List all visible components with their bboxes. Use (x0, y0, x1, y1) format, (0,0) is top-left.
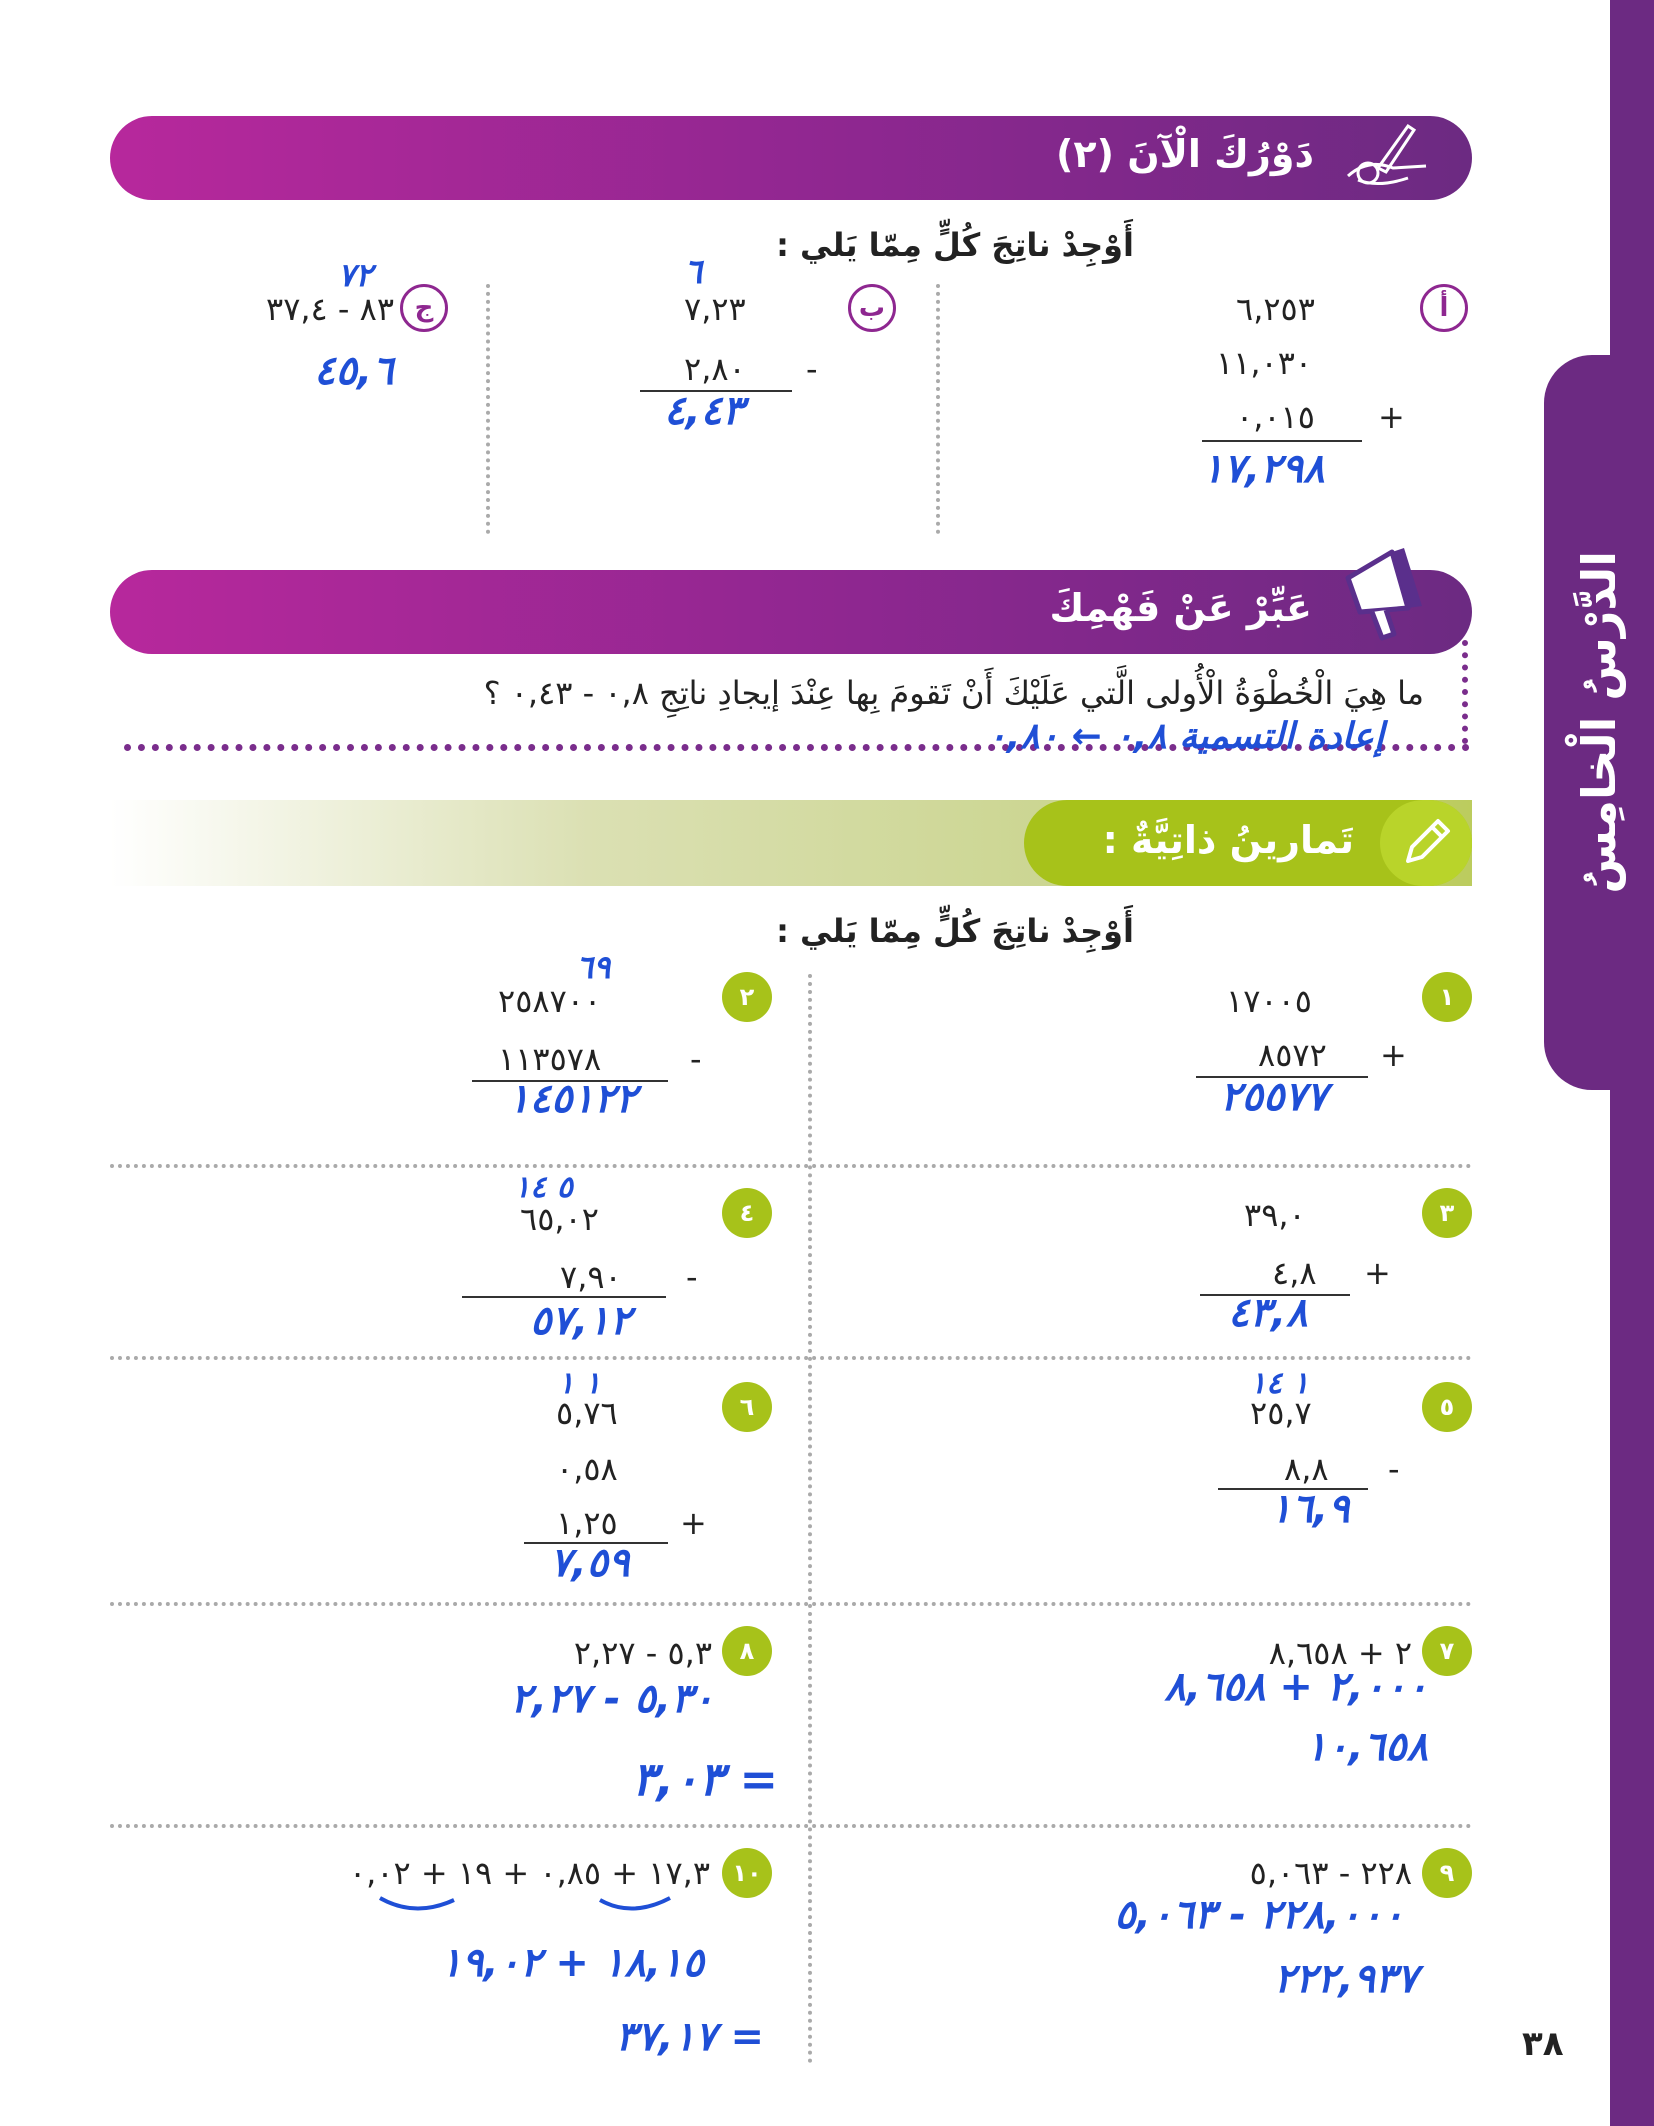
exercise-5-number-2: ٨,٨ (1284, 1450, 1329, 1488)
exercise-2-operator: - (690, 1040, 702, 1078)
exercise-7-work-1: ٢,٠٠٠ + ٨,٦٥٨ (1164, 1664, 1428, 1710)
exercise-2-carry: ٦٩ (576, 948, 611, 986)
row-divider (110, 1602, 1472, 1606)
exercise-10-grouping-marks (370, 1892, 710, 1926)
exercise-label-5: ٥ (1422, 1382, 1472, 1432)
exercise-label-7: ٧ (1422, 1626, 1472, 1676)
exercise-6-number-2: ٠,٥٨ (556, 1450, 618, 1488)
exercise-8-work-1: ٥,٣٠ - ٢,٢٧ (510, 1676, 714, 1722)
exercise-3-operator: + (1364, 1254, 1391, 1292)
writing-hand-icon (1338, 118, 1438, 202)
page-number: ٣٨ (1522, 2024, 1564, 2064)
problem-label-a: أ (1420, 284, 1468, 332)
exercise-4-carry: ٥ ١٤ (514, 1170, 573, 1205)
pencil-icon (1380, 800, 1472, 886)
megaphone-icon (1330, 538, 1440, 652)
exercise-10-expression: ١٧,٣ + ٠,٨٥ + ١٩ + ٠,٠٢ (348, 1854, 710, 1892)
row-divider (110, 1356, 1472, 1360)
exercise-3-answer: ٤٣,٨ (1228, 1290, 1308, 1336)
exercise-5-answer: ١٦,٩ (1270, 1486, 1350, 1532)
explain-title: عَبِّرْ عَنْ فَهْمِكَ (1049, 586, 1312, 630)
problem-c-carry: ٧٢ (338, 256, 373, 294)
exercise-10-work-1: ١٨,١٥ + ١٩,٠٢ (440, 1940, 704, 1986)
exercise-label-10: ١٠ (722, 1848, 772, 1898)
exercise-8-expression: ٥,٣ - ٢,٢٧ (573, 1634, 712, 1672)
exercise-6-answer: ٧,٥٩ (550, 1540, 630, 1586)
explain-answer: إعادة التسمية ٠,٨ ← ٠,٨٠ (987, 716, 1384, 757)
explain-question: ما هِيَ الْخُطْوَةُ الْأُولى الَّتي عَلَيْكَ أَنْ تَقومَ بِها عِنْدَ إيجادِ ناتِجِ ٠,٨ - ٠,٤٣ ؟ (483, 674, 1424, 712)
exercise-5-operator: - (1388, 1450, 1400, 1488)
exercises-instruction: أَوْجِدْ ناتِجَ كُلٍّ مِمّا يَلي : (776, 912, 1134, 950)
problem-b-answer: ٤,٤٣ (664, 388, 744, 434)
exercise-9-expression: ٢٢٨ - ٥,٠٦٣ (1249, 1854, 1412, 1892)
exercise-6-carry: ١ ١ (558, 1366, 601, 1401)
exercise-4-answer: ٥٧,١٢ (530, 1298, 632, 1344)
exercise-label-1: ١ (1422, 972, 1472, 1022)
your-turn-title: دَوْرُكَ الْآنَ (٢) (1056, 132, 1314, 176)
exercise-6-operator: + (680, 1504, 707, 1542)
exercise-7-expression: ٢ + ٨,٦٥٨ (1268, 1634, 1412, 1672)
problem-a-number-2: ١١,٠٣٠ (1216, 344, 1313, 382)
problem-b-carry: ٦ (684, 252, 703, 292)
exercises-column-divider (808, 974, 812, 2064)
exercise-10-work-2: = ٣٧,١٧ (615, 2014, 764, 2060)
problem-b-number-1: ٧,٢٣ (684, 290, 746, 328)
exercise-label-8: ٨ (722, 1626, 772, 1676)
explain-box-border-right (1462, 640, 1468, 744)
problem-a-answer: ١٧,٢٩٨ (1202, 446, 1325, 492)
exercise-9-work-1: ٢٢٨,٠٠٠ - ٥,٠٦٣ (1114, 1892, 1404, 1938)
lesson-tab-label-wrap (1544, 355, 1654, 1090)
exercise-5-number-1: ٢٥,٧ (1250, 1394, 1312, 1432)
exercise-2-number-1: ٢٥٨٧٠٠ (498, 982, 602, 1020)
problem-a-number-1: ٦,٢٥٣ (1236, 290, 1315, 328)
exercise-2-number-2: ١١٣٥٧٨ (498, 1040, 602, 1078)
row-divider (110, 1824, 1472, 1828)
exercise-3-number-1: ٣٩,٠ (1244, 1196, 1306, 1234)
exercises-title: تَمارينُ ذاتِيَّةٌ : (1102, 818, 1354, 862)
lesson-title: الدَّرْسُ الْخامِسُ (1572, 551, 1626, 894)
exercise-1-answer: ٢٥٥٧٧ (1220, 1074, 1328, 1120)
problem-label-b: ب (848, 284, 896, 332)
problem-c-expression: ٨٣ - ٣٧,٤ (266, 290, 394, 328)
row-divider (110, 1164, 1472, 1168)
problem-c-answer: ٤٥,٦ (314, 348, 394, 394)
your-turn-instruction: أَوْجِدْ ناتِجَ كُلٍّ مِمّا يَلي : (776, 226, 1134, 264)
exercise-7-work-2: ١٠,٦٥٨ (1305, 1724, 1428, 1770)
exercise-1-number-2: ٨٥٧٢ (1258, 1036, 1327, 1074)
exercise-3-number-2: ٤,٨ (1272, 1254, 1317, 1292)
column-divider (936, 284, 940, 534)
problem-a-operator: + (1378, 398, 1405, 436)
exercise-label-2: ٢ (722, 972, 772, 1022)
problem-label-c: ج (400, 284, 448, 332)
exercise-8-work-2: = ٣,٠٣ (631, 1752, 778, 1806)
exercise-6-number-3: ١,٢٥ (556, 1504, 618, 1542)
problem-a-sum-line (1202, 440, 1362, 442)
problem-a-number-3: ٠,٠١٥ (1236, 398, 1315, 436)
column-divider (486, 284, 490, 534)
problem-b-number-2: ٢,٨٠ (684, 350, 746, 388)
exercise-label-9: ٩ (1422, 1848, 1472, 1898)
exercise-2-answer: ١٤٥١٢٢ (508, 1076, 637, 1122)
exercise-1-number-1: ١٧٠٠٥ (1226, 982, 1312, 1020)
exercise-label-4: ٤ (722, 1188, 772, 1238)
exercise-4-number-1: ٦٥,٠٢ (520, 1200, 599, 1238)
exercise-9-work-2: ٢٢٢,٩٣٧ (1273, 1956, 1418, 2002)
exercise-label-3: ٣ (1422, 1188, 1472, 1238)
exercise-5-carry: ١ ١٤ (1250, 1366, 1309, 1401)
exercise-1-operator: + (1380, 1036, 1407, 1074)
problem-b-operator: - (806, 350, 818, 388)
exercise-label-6: ٦ (722, 1382, 772, 1432)
exercise-4-operator: - (686, 1258, 698, 1296)
exercise-6-number-1: ٥,٧٦ (556, 1394, 618, 1432)
exercise-4-number-2: ٧,٩٠ (560, 1258, 622, 1296)
